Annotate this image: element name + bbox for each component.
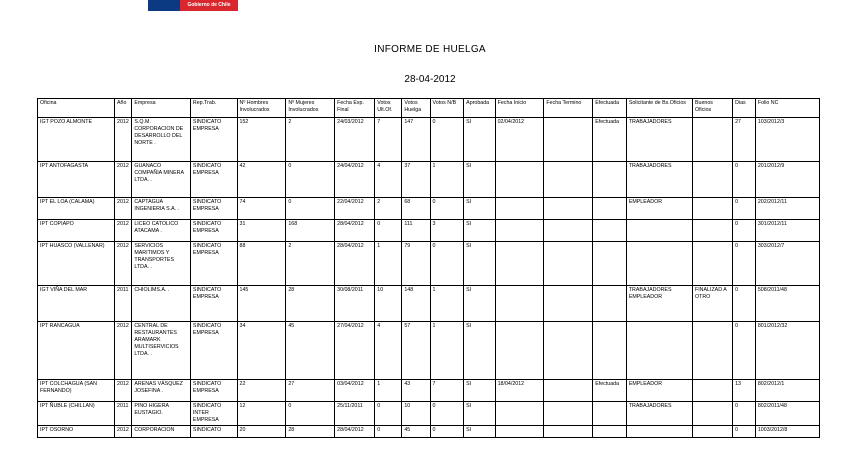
col-header: Folio NC <box>755 99 819 118</box>
table-cell: 1 <box>375 380 402 402</box>
col-header: Nº Hombres Involucrados <box>237 99 286 118</box>
table-cell: 2 <box>286 242 335 286</box>
table-cell: IPT COLCHAGUA (SAN FERNANDO) <box>38 380 115 402</box>
table-cell: 4 <box>375 162 402 198</box>
table-cell: 37 <box>402 162 430 198</box>
table-cell <box>544 286 593 322</box>
table-cell <box>593 402 627 426</box>
table-cell: 13 <box>733 380 756 402</box>
table-cell: CAPTAGUA INGENIERIA S.A. . <box>132 198 191 220</box>
table-cell: 0 <box>375 426 402 438</box>
table-row <box>38 242 820 286</box>
table-cell: CORPORACION <box>132 426 191 438</box>
table-cell: 79 <box>402 242 430 286</box>
table-cell <box>593 198 627 220</box>
table-row <box>38 220 820 242</box>
table-cell: 152 <box>237 118 286 162</box>
table-cell: 1 <box>375 242 402 286</box>
table-cell: 34 <box>237 322 286 380</box>
table-cell: SI <box>464 426 495 438</box>
table-cell: 7 <box>430 380 464 402</box>
table-cell: 1 <box>430 322 464 380</box>
table-cell: 2012 <box>115 242 132 286</box>
table-cell: 0 <box>430 426 464 438</box>
table-cell: 802/2011/48 <box>755 402 819 426</box>
table-cell: IPT RANCAGUA <box>38 322 115 380</box>
table-cell: 31 <box>237 220 286 242</box>
table-cell <box>692 242 732 286</box>
table-cell <box>495 402 544 426</box>
table-cell: 0 <box>430 118 464 162</box>
table-cell: 0 <box>733 426 756 438</box>
table-cell: 148 <box>402 286 430 322</box>
table-cell: SI <box>464 198 495 220</box>
col-header: Fecha Inicio <box>495 99 544 118</box>
table-cell: 0 <box>733 198 756 220</box>
table-cell <box>544 220 593 242</box>
col-header: Año <box>115 99 132 118</box>
table-cell: 801/2012/32 <box>755 322 819 380</box>
table-cell <box>692 198 732 220</box>
gobierno-logo: Gobierno de Chile <box>180 0 238 11</box>
table-cell <box>544 380 593 402</box>
table-cell: SI <box>464 162 495 198</box>
table-cell: SINDICATO EMPRESA <box>190 118 237 162</box>
table-cell: 02/04/2012 <box>495 118 544 162</box>
table-cell: 24/03/2012 <box>335 118 375 162</box>
table-cell <box>692 426 732 438</box>
table-cell: 43 <box>402 380 430 402</box>
table-cell: 0 <box>733 402 756 426</box>
table-cell: 57 <box>402 322 430 380</box>
table-cell <box>544 242 593 286</box>
table-cell: 0 <box>375 402 402 426</box>
table-cell <box>626 322 692 380</box>
table-cell: IPT COPIAPO <box>38 220 115 242</box>
strike-report-table <box>37 98 820 438</box>
col-header: Dias <box>733 99 756 118</box>
table-cell <box>626 426 692 438</box>
table-cell: 27 <box>733 118 756 162</box>
table-cell: 168 <box>286 220 335 242</box>
table-cell: 0 <box>733 220 756 242</box>
table-cell: 2012 <box>115 220 132 242</box>
table-cell: EMPLEADOR <box>626 380 692 402</box>
table-cell: 2011 <box>115 286 132 322</box>
table-cell <box>544 426 593 438</box>
table-cell: 2012 <box>115 198 132 220</box>
table-cell: 42 <box>237 162 286 198</box>
table-cell <box>495 242 544 286</box>
table-cell: 103/2012/3 <box>755 118 819 162</box>
table-cell: 2012 <box>115 380 132 402</box>
table-cell: 12 <box>237 402 286 426</box>
table-cell: 45 <box>402 426 430 438</box>
logo-blue-block <box>148 0 180 11</box>
table-cell: 147 <box>402 118 430 162</box>
table-cell: 0 <box>733 286 756 322</box>
col-header: Votos Ult.Of. <box>375 99 402 118</box>
table-cell: 0 <box>430 198 464 220</box>
table-cell: GUANACO COMPAÑIA MINERA LTDA. . <box>132 162 191 198</box>
col-header: Solicitante de Bs.Oficios <box>626 99 692 118</box>
table-cell: 2012 <box>115 322 132 380</box>
table-cell: SINDICATO EMPRESA <box>190 162 237 198</box>
table-cell: 0 <box>286 402 335 426</box>
table-cell <box>495 426 544 438</box>
table-cell <box>692 220 732 242</box>
table-cell <box>593 286 627 322</box>
table-cell: 0 <box>286 162 335 198</box>
table-cell: 0 <box>375 220 402 242</box>
table-cell: 45 <box>286 322 335 380</box>
col-header: Fecha Exp. Final <box>335 99 375 118</box>
table-cell: 74 <box>237 198 286 220</box>
table-cell: ARENAS VÁSQUEZ JOSEFINA . <box>132 380 191 402</box>
table-cell <box>544 322 593 380</box>
table-cell <box>593 322 627 380</box>
table-cell: Efectuada <box>593 118 627 162</box>
table-row <box>38 322 820 380</box>
table-cell: 0 <box>286 198 335 220</box>
table-cell: 0 <box>733 322 756 380</box>
table-cell <box>692 162 732 198</box>
table-cell: 303/2012/7 <box>755 242 819 286</box>
table-cell: SINDICATO EMPRESA <box>190 286 237 322</box>
table-cell: 25/11/2011 <box>335 402 375 426</box>
col-header: Empresa <box>132 99 191 118</box>
table-cell: TRABAJADORES <box>626 118 692 162</box>
table-cell: IPT ÑUBLE (CHILLAN) <box>38 402 115 426</box>
table-cell: LICEO CATOLICO ATACAMA . <box>132 220 191 242</box>
table-cell: 802/2012/1 <box>755 380 819 402</box>
table-cell <box>626 220 692 242</box>
table-cell: SI <box>464 118 495 162</box>
table-cell: 1003/2012/8 <box>755 426 819 438</box>
table-cell: SI <box>464 322 495 380</box>
report-date: 28-04-2012 <box>404 74 456 85</box>
table-cell: SI <box>464 380 495 402</box>
table-cell: SINDICATO <box>190 426 237 438</box>
table-cell: 10 <box>375 286 402 322</box>
table-cell: 2012 <box>115 162 132 198</box>
table-cell: SINDICATO EMPRESA <box>190 380 237 402</box>
table-cell: SINDICATO EMPRESA <box>190 198 237 220</box>
col-header: Rep.Trab. <box>190 99 237 118</box>
table-cell: 0 <box>733 242 756 286</box>
table-cell <box>495 198 544 220</box>
table-cell: 28 <box>286 286 335 322</box>
table-row <box>38 286 820 322</box>
table-cell: SI <box>464 402 495 426</box>
table-cell: 0 <box>430 242 464 286</box>
table-cell: FINALIZAD A OTRO <box>692 286 732 322</box>
col-header: Buenos Oficios <box>692 99 732 118</box>
table-cell: 18/04/2012 <box>495 380 544 402</box>
table-cell: EMPLEADOR <box>626 198 692 220</box>
col-header: Fecha Termino <box>544 99 593 118</box>
col-header: Votos N/B <box>430 99 464 118</box>
table-cell: SI <box>464 220 495 242</box>
report-title: INFORME DE HUELGA <box>374 44 486 55</box>
header-row <box>38 99 820 118</box>
table-cell <box>692 380 732 402</box>
table-cell: 27 <box>286 380 335 402</box>
table-cell: 111 <box>402 220 430 242</box>
table-cell: SI <box>464 286 495 322</box>
col-header: Oficina <box>38 99 115 118</box>
table-cell <box>544 402 593 426</box>
table-cell <box>544 198 593 220</box>
table-cell: IGT VIÑA DEL MAR <box>38 286 115 322</box>
table-cell <box>593 220 627 242</box>
table-cell <box>544 118 593 162</box>
col-header: Efectuada <box>593 99 627 118</box>
table-cell: 28/04/2012 <box>335 426 375 438</box>
table-cell: S.Q.M. CORPORACION DE DESARROLLO DEL NORTE . <box>132 118 191 162</box>
table-cell: 30/08/2011 <box>335 286 375 322</box>
table-cell: 7 <box>375 118 402 162</box>
table-cell: 1 <box>430 286 464 322</box>
table-cell <box>692 402 732 426</box>
table-cell: 28/04/2012 <box>335 220 375 242</box>
table-cell: 2 <box>286 118 335 162</box>
table-cell <box>544 162 593 198</box>
table-cell: 2012 <box>115 118 132 162</box>
table-cell: 4 <box>375 322 402 380</box>
col-header: Aprobada <box>464 99 495 118</box>
table-cell: SINDICATO INTER EMPRESA <box>190 402 237 426</box>
table-cell: 88 <box>237 242 286 286</box>
table-cell: 301/2012/11 <box>755 220 819 242</box>
table-row <box>38 402 820 426</box>
table-cell: 28/04/2012 <box>335 242 375 286</box>
table-cell <box>593 162 627 198</box>
table-cell: 2011 <box>115 402 132 426</box>
table-cell: 22/04/2012 <box>335 198 375 220</box>
table-cell <box>495 220 544 242</box>
table-cell: SINDICATO EMPRESA <box>190 242 237 286</box>
table-row <box>38 380 820 402</box>
table-cell: IPT ANTOFAGASTA <box>38 162 115 198</box>
table-row <box>38 198 820 220</box>
table-cell <box>692 322 732 380</box>
table-cell: IPT EL LOA (CALAMA) <box>38 198 115 220</box>
table-cell: Efectuada <box>593 380 627 402</box>
table-row <box>38 118 820 162</box>
table-row <box>38 426 820 438</box>
table-cell: TRABAJADORES EMPLEADOR <box>626 286 692 322</box>
table-cell: 03/04/2012 <box>335 380 375 402</box>
table-cell <box>495 286 544 322</box>
table-cell: TRABAJADORES <box>626 402 692 426</box>
col-header: Nº Mujeres Involucrados <box>286 99 335 118</box>
table-cell: 28 <box>286 426 335 438</box>
table-cell: SINDICATO EMPRESA <box>190 322 237 380</box>
table-cell: SERVICIOS MARITIMOS Y TRANSPORTES LTDA. . <box>132 242 191 286</box>
table-cell <box>593 242 627 286</box>
table-cell: 3 <box>430 220 464 242</box>
table-cell: 22 <box>237 380 286 402</box>
table-cell: 20 <box>237 426 286 438</box>
table-cell: 508/2011/48 <box>755 286 819 322</box>
table-cell: PINO HIGERA EUSTAGIO. <box>132 402 191 426</box>
table-cell: 27/04/2012 <box>335 322 375 380</box>
table-cell: 2 <box>375 198 402 220</box>
table-cell: CENTRAL DE RESTAURANTES ARAMARK MULTISERVICIOS LTDA. . <box>132 322 191 380</box>
col-header: Votos Huelga <box>402 99 430 118</box>
table-row <box>38 162 820 198</box>
table-cell <box>495 162 544 198</box>
table-cell: 145 <box>237 286 286 322</box>
table-cell: 1 <box>430 162 464 198</box>
table-cell: CHIOLIMS.A. . <box>132 286 191 322</box>
table-cell: 68 <box>402 198 430 220</box>
table-cell: 202/2012/11 <box>755 198 819 220</box>
table-cell: 10 <box>402 402 430 426</box>
table-cell: IGT POZO ALMONTE <box>38 118 115 162</box>
table-cell: TRABAJADORES <box>626 162 692 198</box>
table-cell: 2012 <box>115 426 132 438</box>
table-cell: 24/04/2012 <box>335 162 375 198</box>
table-cell: SINDICATO EMPRESA <box>190 220 237 242</box>
table-cell: 0 <box>430 402 464 426</box>
table-cell: IPT OSORNO <box>38 426 115 438</box>
table-cell <box>593 426 627 438</box>
table-cell <box>495 322 544 380</box>
table-cell <box>692 118 732 162</box>
table-cell: IPT HUASCO (VALLENAR) <box>38 242 115 286</box>
table-cell: SI <box>464 242 495 286</box>
table-cell: 0 <box>733 162 756 198</box>
table-cell <box>626 242 692 286</box>
table-cell: 201/2012/9 <box>755 162 819 198</box>
